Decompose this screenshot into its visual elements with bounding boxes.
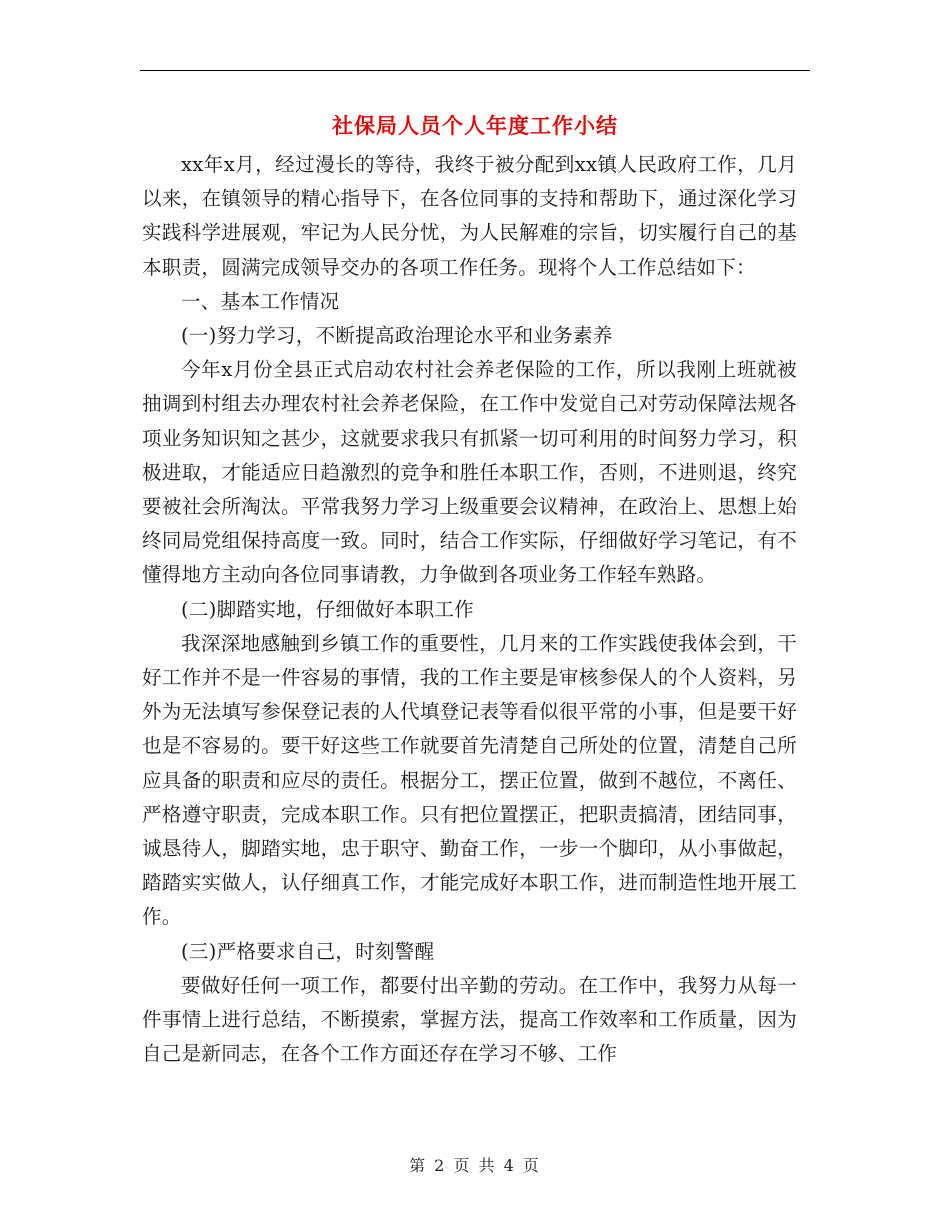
subsection-heading-3: (三)严格要求自己，时刻警醒 <box>181 939 435 963</box>
section-heading: 一、基本工作情况 <box>181 289 340 313</box>
paragraph-discipline: 要做好任何一项工作，都要付出辛勤的劳动。在工作中，我努力从每一件事情上进行总结，不断摸索，掌握方法，提高工作效率和工作质量，因为自己是新同志，在各个工作方面还存在学习不够、工作 <box>142 973 797 1066</box>
document-body <box>142 148 797 1071</box>
paragraph-study: 今年x月份全县正式启动农村社会养老保险的工作，所以我刚上班就被抽调到村组去办理农村社会养老保险，在工作中发觉自己对劳动保障法规各项业务知识知之甚少，这就要求我只有抓紧一切可利用的时间努力学习，积极进取，才能适应日趋激烈的竞争和胜任本职工作，否则，不进则退，终究要被社会所淘汰。平常我努力学习上级重要会议精神，在政治上、思想上始终同局党组保持高度一致。同时，结合工作实际，仔细做好学习笔记，有不懂得地方主动向各位同事请教，力争做到各项业务工作轻车熟路。 <box>142 358 797 587</box>
paragraph-duty: 我深深地感触到乡镇工作的重要性，几月来的工作实践使我体会到，干好工作并不是一件容易的事情，我的工作主要是审核参保人的个人资料，另外为无法填写参保登记表的人代填登记表等看似很平常的小事，但是要干好也是不容易的。要干好这些工作就要首先清楚自己所处的位置，清楚自己所应具备的职责和应尽的责任。根据分工，摆正位置，做到不越位，不离任、严格遵守职责，完成本职工作。只有把位置摆正，把职责搞清，团结同事，诚恳待人，脚踏实地，忠于职守、勤奋工作，一步一个脚印，从小事做起，踏踏实实做人，认仔细真工作，才能完成好本职工作，进而制造性地开展工作。 <box>142 631 797 929</box>
page-number: 第 2 页 共 4 页 <box>409 1156 541 1175</box>
subsection-heading-2: (二)脚踏实地，仔细做好本职工作 <box>181 597 475 621</box>
document-title: 社保局人员个人年度工作小结 <box>332 113 618 138</box>
subsection-heading-1: (一)努力学习，不断提高政治理论水平和业务素养 <box>181 324 613 348</box>
header-rule <box>140 70 810 71</box>
paragraph-intro: xx年x月，经过漫长的等待，我终于被分配到xx镇人民政府工作，几月以来，在镇领导的精心指导下，在各位同事的支持和帮助下，通过深化学习实践科学进展观，牢记为人民分忧，为人民解难的宗旨，切实履行自己的基本职责，圆满完成领导交办的各项工作任务。现将个人工作总结如下： <box>142 153 797 279</box>
